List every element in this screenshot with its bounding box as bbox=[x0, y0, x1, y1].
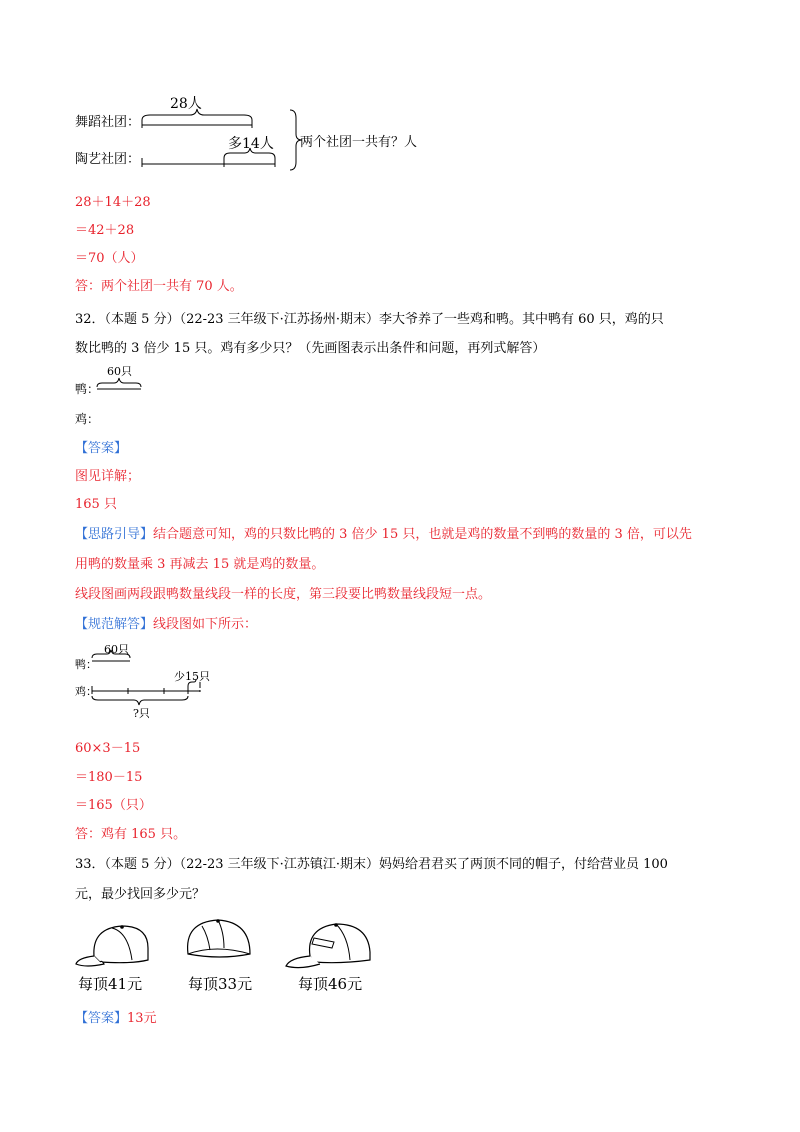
answer31-step2: ＝42＋28 bbox=[75, 223, 135, 238]
answer31-step3: ＝70（人） bbox=[75, 251, 144, 266]
q33-answer-tag: 【答案】 bbox=[75, 1011, 128, 1026]
question33-text-line1: 33．（本题 5 分）（22-23 三年级下·江苏镇江·期末）妈妈给君君买了两顶不同的帽子，付给营业员 100 bbox=[75, 857, 668, 872]
q32-calc3: ＝165（只） bbox=[75, 798, 152, 813]
question32-text-line1: 32．（本题 5 分）（22-23 三年级下·江苏扬州·期末）李大爷养了一些鸡和鸭。其中鸭有 60 只，鸡的只 bbox=[75, 312, 664, 327]
cap-1-icon bbox=[72, 918, 152, 970]
q32-hint-tag: 【思路引导】 bbox=[75, 527, 154, 542]
q33-answer-value: 13元 bbox=[127, 1011, 157, 1026]
question33-text-line2: 元，最少找回多少元？ bbox=[75, 887, 206, 902]
answer31-step1: 28＋14＋28 bbox=[75, 195, 151, 210]
q32-sol-duck-label: 鸭： bbox=[75, 658, 97, 671]
more-count-label: 多14人 bbox=[228, 136, 274, 152]
q32-duck-segment bbox=[95, 372, 145, 392]
q32-duck-count: 60只 bbox=[107, 365, 132, 378]
q32-sol-duck-count: 60只 bbox=[104, 643, 129, 656]
q32-calc2: ＝180－15 bbox=[75, 770, 143, 785]
q32-hint-line2: 用鸭的数量乘 3 再减去 15 就是鸡的数量。 bbox=[75, 557, 325, 572]
pottery-club-label: 陶艺社团： bbox=[75, 152, 141, 167]
q32-duck-label: 鸭： bbox=[75, 382, 100, 396]
q32-final: 答：鸡有 165 只。 bbox=[75, 827, 187, 842]
answer31-final: 答：两个社团一共有 70 人。 bbox=[75, 279, 243, 294]
q32-hint-line1 bbox=[75, 526, 692, 544]
club-segment-lines bbox=[130, 100, 310, 180]
q32-solution-line bbox=[75, 616, 257, 634]
q32-sol-unknown: ?只 bbox=[133, 707, 150, 720]
cap-3-icon bbox=[280, 916, 376, 972]
q32-answer-line1: 图见详解； bbox=[75, 469, 141, 484]
q32-hint-line3: 线段图画两段跟鸭数量线段一样的长度，第三段要比鸭数量线段短一点。 bbox=[75, 587, 492, 602]
q32-sol-segments bbox=[90, 648, 210, 710]
dance-count-label: 28人 bbox=[170, 96, 202, 112]
q32-hint-text1: 结合题意可知，鸡的只数比鸭的 3 倍少 15 只，也就是鸡的数量不到鸭的数量的 3 倍，可以先 bbox=[153, 527, 692, 542]
club-question-label: 两个社团一共有？人 bbox=[300, 135, 418, 150]
question32-text-line2: 数比鸭的 3 倍少 15 只。鸡有多少只？（先画图表示出条件和问题，再列式解答） bbox=[75, 341, 546, 356]
q32-solution-tag: 【规范解答】 bbox=[75, 617, 154, 632]
q32-answer-tag: 【答案】 bbox=[75, 441, 128, 456]
q32-solution-intro: 线段图如下所示： bbox=[153, 617, 258, 632]
cap-1-price: 每顶41元 bbox=[78, 975, 143, 993]
q32-calc1: 60×3－15 bbox=[75, 741, 141, 756]
q33-answer-line bbox=[75, 1010, 157, 1028]
dance-club-label: 舞蹈社团： bbox=[75, 115, 141, 130]
cap-2-price: 每顶33元 bbox=[188, 975, 253, 993]
q32-answer-line2: 165 只 bbox=[75, 497, 117, 512]
cap-3-price: 每顶46元 bbox=[298, 975, 363, 993]
q32-chicken-label: 鸡： bbox=[75, 412, 100, 426]
q32-sol-chicken-label: 鸡： bbox=[75, 685, 97, 698]
q32-sol-less-count: 少15只 bbox=[174, 670, 210, 683]
cap-2-icon bbox=[176, 914, 256, 970]
